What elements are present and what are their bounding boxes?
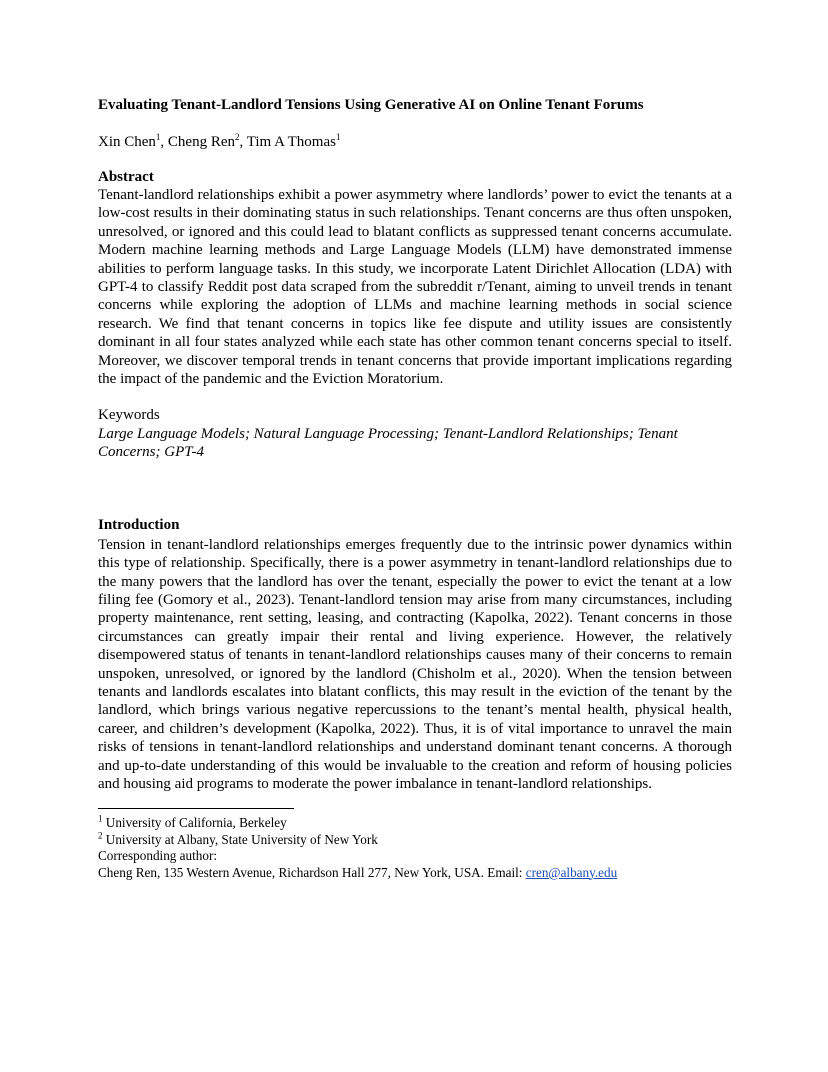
author-name: Cheng Ren <box>167 134 235 150</box>
footnote-affiliation-2 <box>98 832 732 848</box>
email-link[interactable]: cren@albany.edu <box>525 864 618 880</box>
abstract-heading: Abstract <box>98 169 154 185</box>
keywords-label: Keywords <box>98 407 160 424</box>
corresponding-author-label: Corresponding author: <box>98 848 218 864</box>
footnote-mark: 2 <box>98 830 103 841</box>
keywords-text: Large Language Models; Natural Language Processing; Tenant-Landlord Relationships; Tenant Concerns; GPT-4 <box>98 425 678 461</box>
author-name: Xin Chen <box>98 134 156 150</box>
abstract-text: Tenant-landlord relationships exhibit a power asymmetry where landlords’ power to evict the tenants at a low-cost results in their dominating status in such relationships. Tenant concerns are thus often unspoken, unresolved, or ignored and this could lead to blatant conflicts as suppressed tenant concerns accumulate. Modern machine learning methods and Large Language Models (LLM) have demonstrated immense abilities to perform language tasks. In this study, we incorporate Latent Dirichlet Allocation (LDA) with GPT-4 to classify Reddit post data scraped from the subreddit r/Tenant, aiming to unveil trends in tenant concerns while exploring the adoption of LLMs and machine learning methods in social science research. We find that tenant concerns in topics like fee dispute and utility issues are consistently dominant in all four states analyzed while each state has other common tenant concerns special to itself. Moreover, we discover temporal trends in tenant concerns that provide important implications regarding the impact of the pandemic and the Eviction Moratorium. <box>98 187 732 388</box>
author-separator: , <box>239 134 247 150</box>
footnote-affiliation-text: University at Albany, State University of New York <box>102 831 378 847</box>
footnote-divider <box>98 808 294 809</box>
introduction-text: Tension in tenant-landlord relationships emerges frequently due to the intrinsic power dynamics within this type of relationship. Specifically, there is a power asymmetry in tenant-landlord relationships due to the many powers that the landlord has over the tenant, especially the power to evict the tenant at a low filing fee (Gomory et al., 2023). Tenant-landlord tension may arise from many circumstances, including property maintenance, rent setting, leasing, and contracting (Kapolka, 2022). Tenant concerns in those circumstances can greatly impair their rental and living experience. However, the relatively disempowered status of tenants in tenant-landlord relationships causes many of their concerns to remain unspoken, unresolved, or ignored by the landlord (Chisholm et al., 2020). When the tension between tenants and landlords escalates into blatant conflicts, this may result in the eviction of the tenant by the landlord, which brings various negative repercussions to the tenant’s mental health, physical health, career, and children’s development (Kapolka, 2022). Thus, it is of vital importance to unravel the main risks of tensions in tenant-landlord relationships and understand dominant tenant concerns. A thorough and up-to-date understanding of this would be invaluable to the creation and reform of housing policies and housing aid programs to moderate the power imbalance in tenant-landlord relationships. <box>98 536 732 792</box>
author-affiliation-mark: 1 <box>155 132 161 142</box>
contact-address: Cheng Ren, 135 Western Avenue, Richardson Hall 277, New York, USA. Email: <box>98 864 526 880</box>
footnote-affiliation-1 <box>98 815 732 831</box>
introduction-heading: Introduction <box>98 516 180 533</box>
corresponding-author-contact <box>98 865 732 881</box>
author-name: Tim A Thomas <box>246 134 336 150</box>
footnote-mark: 1 <box>98 813 103 824</box>
paper-page <box>98 96 732 881</box>
author-list <box>98 133 732 152</box>
footnote-affiliation-text: University of California, Berkeley <box>102 815 287 831</box>
author-affiliation-mark: 1 <box>335 132 341 142</box>
author-affiliation-mark: 2 <box>235 132 240 142</box>
author-separator: , <box>160 134 168 150</box>
paper-title: Evaluating Tenant-Landlord Tensions Using Generative AI on Online Tenant Forums <box>98 97 644 113</box>
